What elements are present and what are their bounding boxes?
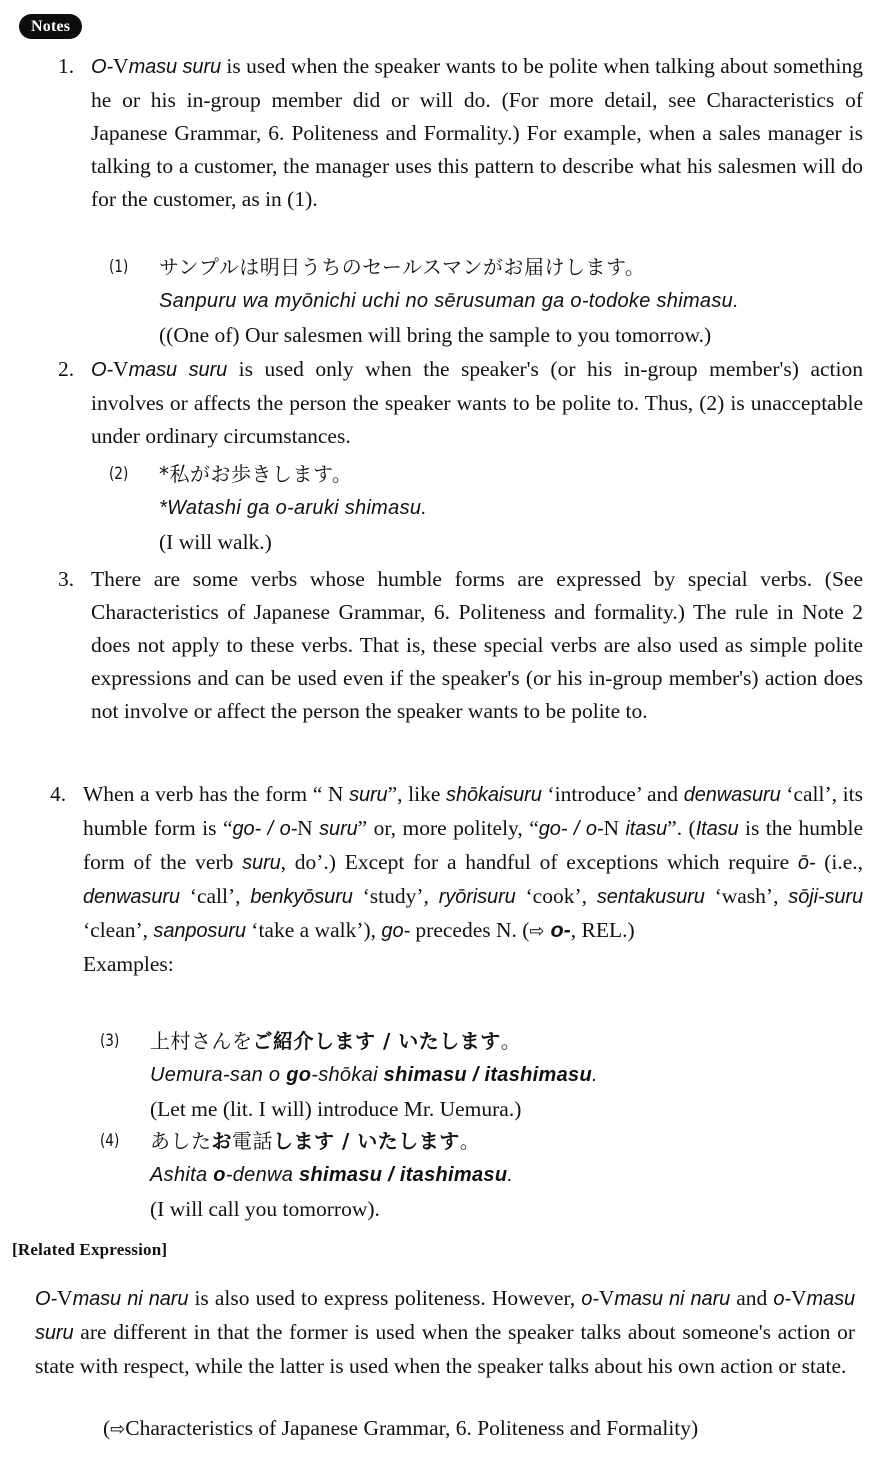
example-english: (Let me (lit. I will) introduce Mr. Uemura.)	[150, 1097, 522, 1121]
example-japanese: *私がお歩きします。	[159, 462, 353, 486]
example-number: (2)	[109, 464, 129, 484]
example-2	[109, 457, 428, 559]
example-romaji: Ashita o-denwa shimasu / itashimasu.	[150, 1164, 514, 1186]
cross-reference-link[interactable]: o-	[544, 918, 571, 942]
example-english: (I will call you tomorrow).	[150, 1197, 380, 1221]
example-1	[109, 250, 739, 352]
cross-reference-arrow-icon: ⇨	[110, 1419, 126, 1440]
note-number: 3.	[58, 567, 75, 591]
example-romaji: *Watashi ga o-aruki shimasu.	[159, 497, 428, 519]
example-romaji: Sanpuru wa myōnichi uchi no sērusuman ga o-todoke shimasu.	[159, 290, 739, 312]
related-expression-text: O-Vmasu ni naru is also used to express politeness. However, o-Vmasu ni naru and o-Vmasu suru are different in that the former is used when the speaker talks about someone's action or state with respect, while the latter is used when the speaker talks about his own action or state.	[35, 1286, 855, 1378]
example-english: (I will walk.)	[159, 530, 272, 554]
note-3: 3. There are some verbs whose humble forms are expressed by special verbs. (See Characteristics of Japanese Grammar, 6. Politeness and formality.) The rule in Note 2 does not apply to these verbs. That is, these special verbs are also used as simple polite expressions and can be used even if the speaker's (or his in-group member's) action does not involve or affect the person the speaker wants to be polite to.	[91, 563, 863, 728]
example-japanese: あしたお電話します / いたします。	[150, 1129, 481, 1153]
example-3	[100, 1024, 598, 1126]
example-english: ((One of) Our salesmen will bring the sample to you tomorrow.)	[159, 323, 712, 347]
note-1: 1. O-Vmasu suru is used when the speaker wants to be polite when talking about something he or his in-group member did or will do. (For more detail, see Characteristics of Japanese Grammar, 6. Politeness and Formality.) For example, when a sales manager is talking to a customer, the manager uses this pattern to describe what his salesmen will do for the customer, as in (1).	[91, 50, 863, 216]
note-number: 4.	[50, 782, 67, 806]
cross-reference-arrow-icon: ⇨	[529, 921, 545, 942]
related-cross-reference[interactable]: (⇨Characteristics of Japanese Grammar, 6. Politeness and Formality)	[103, 1416, 699, 1440]
notes-badge: Notes	[19, 14, 82, 39]
related-expression-heading: [Related Expression]	[12, 1240, 168, 1259]
example-romaji: Uemura-san o go-shōkai shimasu / itashimasu.	[150, 1064, 598, 1086]
example-japanese: サンプルは明日うちのセールスマンがお届けします。	[159, 255, 646, 279]
example-japanese: 上村さんをご紹介します / いたします。	[150, 1029, 522, 1053]
example-4	[100, 1124, 514, 1226]
example-number: (1)	[109, 257, 129, 277]
note-2: 2. O-Vmasu suru is used only when the speaker's (or his in-group member's) action involves or affects the person the speaker wants to be polite to. Thus, (2) is unacceptable under ordinary circumstances.	[91, 353, 863, 453]
example-number: (3)	[100, 1031, 120, 1051]
note-4: 4. When a verb has the form “ N suru”, like shōkaisuru ‘introduce’ and denwasuru ‘call’, its humble form is “go- / o-N suru” or, more politely, “go- / o-N itasu”. (Itasu is the humble form of the verb suru, do’.) Except for a handful of exceptions which require ō- (i.e., denwasuru ‘call’, benkyōsuru ‘study’, ryōrisuru ‘cook’, sentakusuru ‘wash’, sōji-suru ‘clean’, sanposuru ‘take a walk’), go- precedes N. (⇨ o-, REL.) Examples:	[83, 778, 863, 981]
note-number: 2.	[58, 357, 75, 381]
note-number: 1.	[58, 54, 75, 78]
examples-label: Examples:	[83, 952, 174, 976]
example-number: (4)	[100, 1131, 120, 1151]
